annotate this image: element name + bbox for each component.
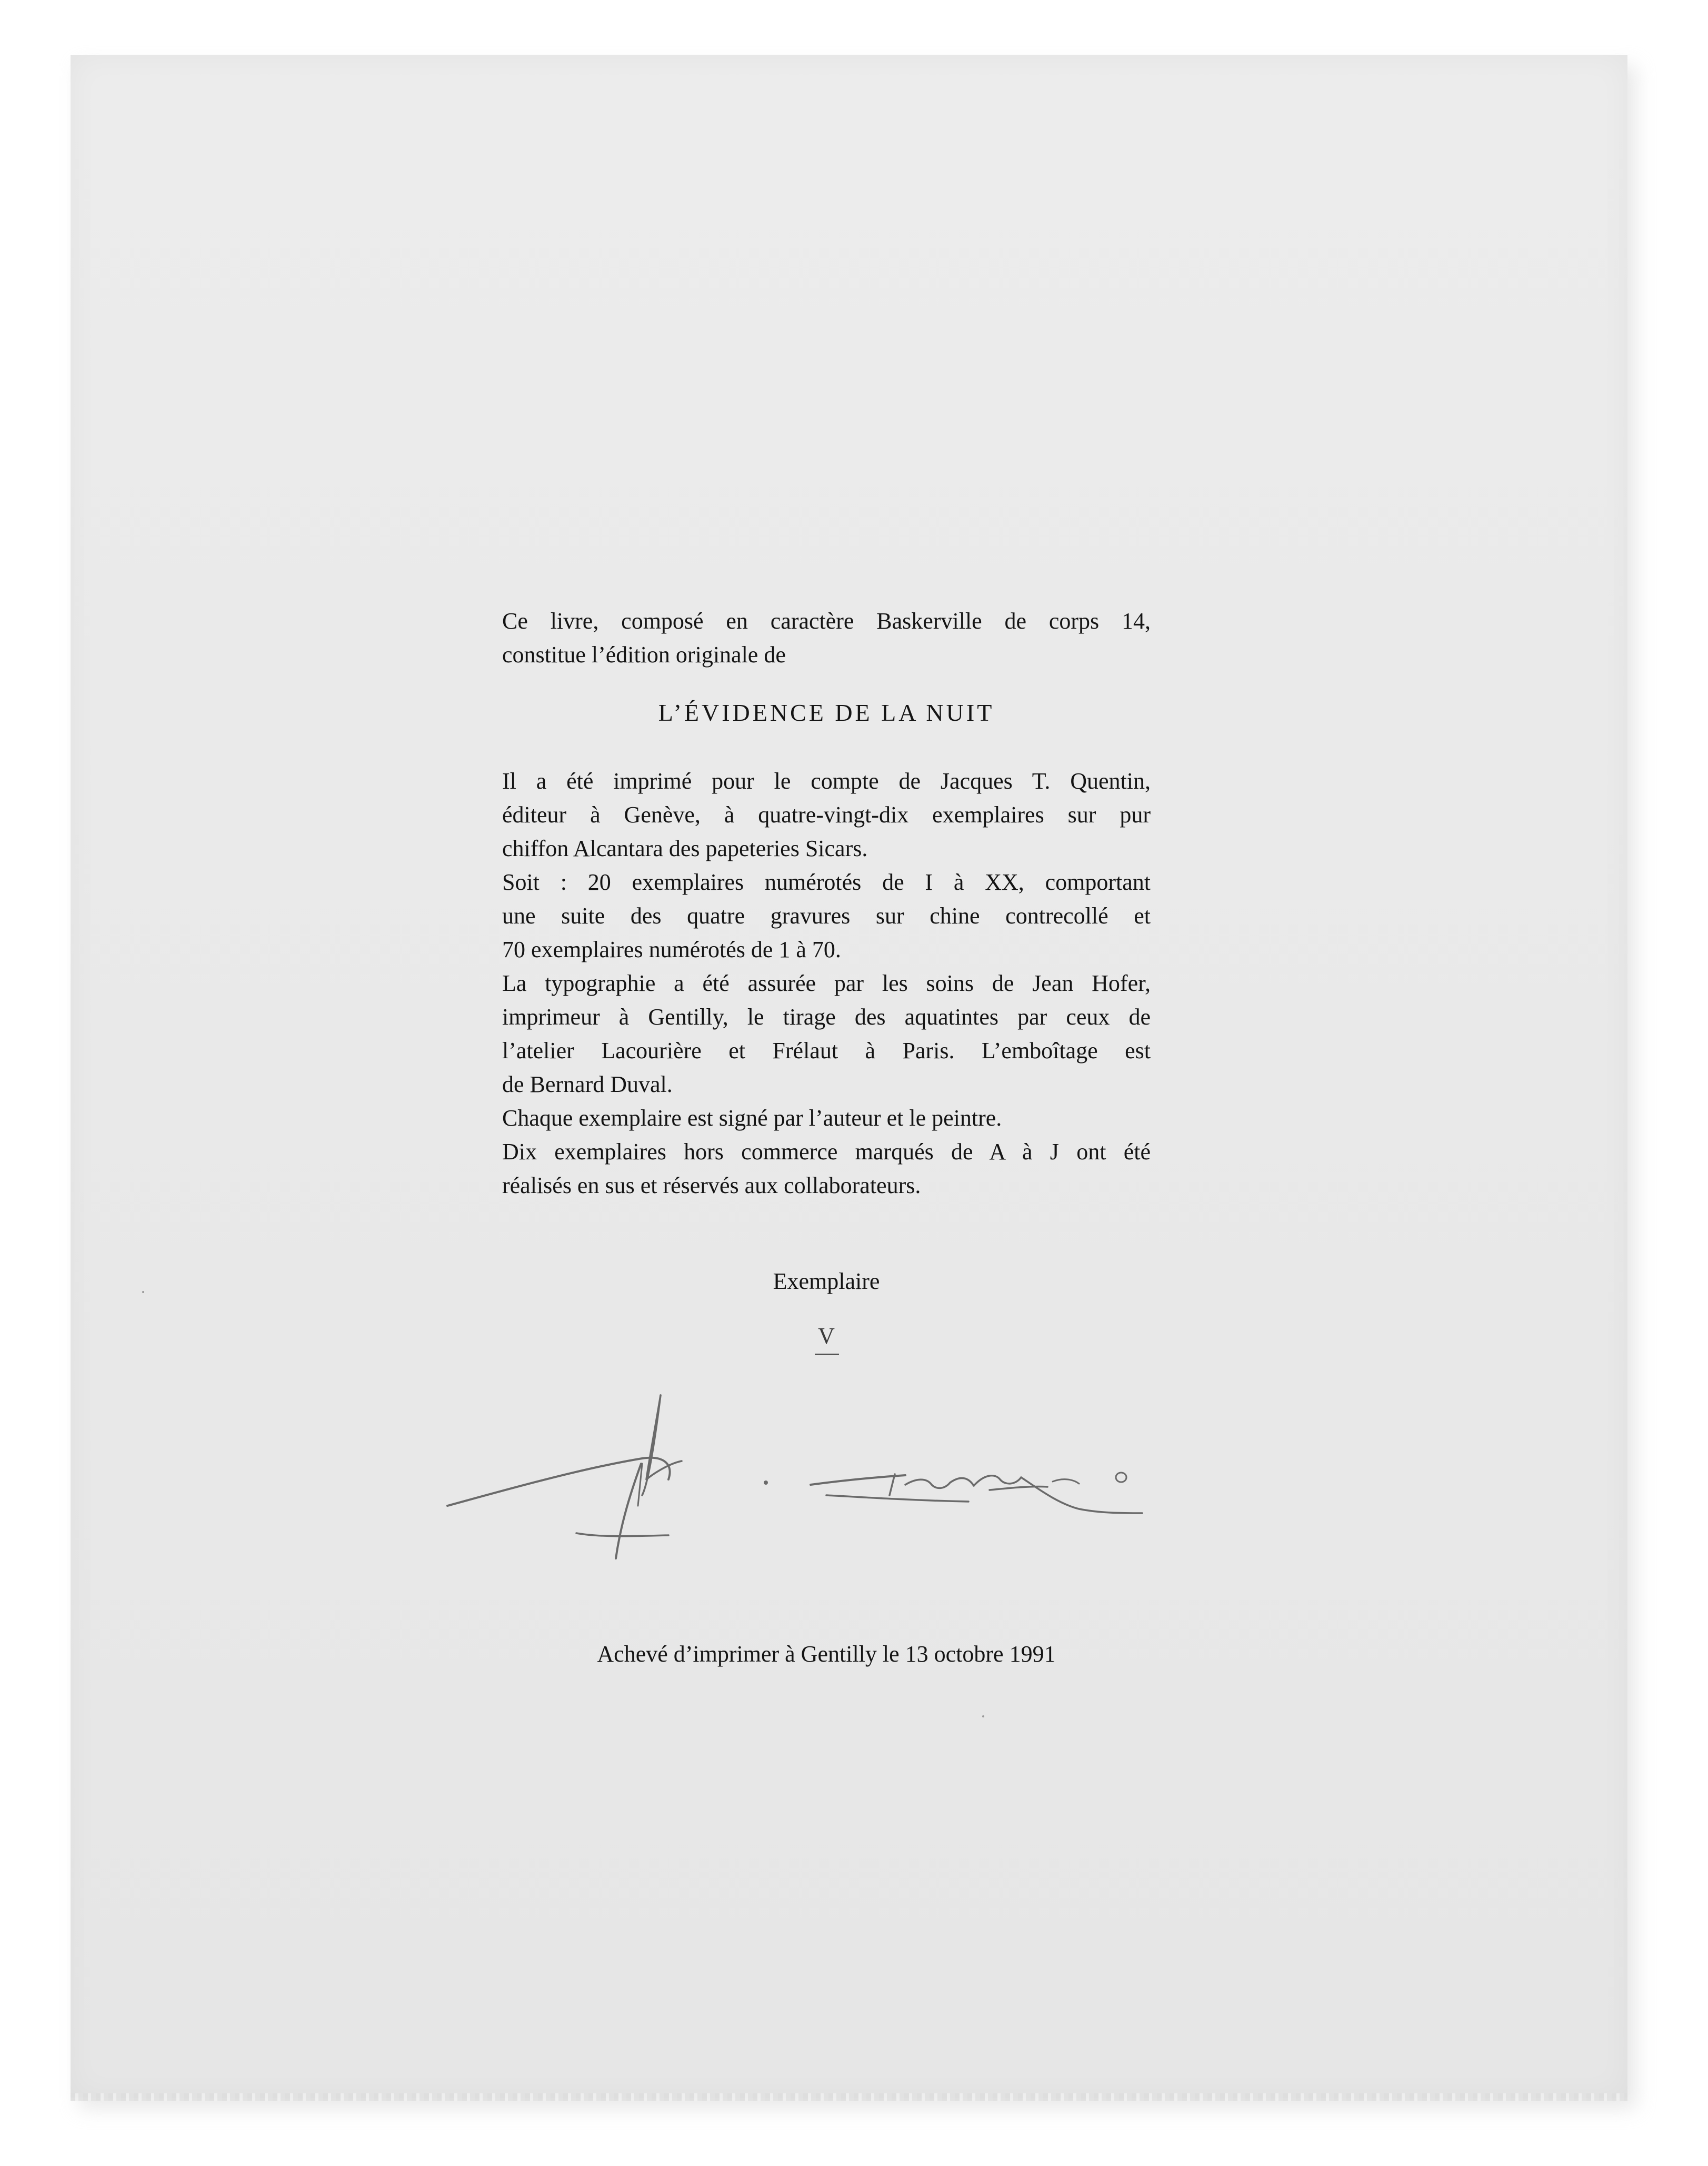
colophon: Achevé d’imprimer à Gentilly le 13 octobre 1991	[597, 1641, 1056, 1667]
intro-line: constitue l’édition originale de	[502, 642, 786, 668]
body-line: imprimeur à Gentilly, le tirage des aquatintes par ceux de	[502, 1004, 1151, 1030]
body-line: chiffon Alcantara des papeteries Sicars.	[502, 836, 868, 861]
exemplaire-number: V	[818, 1323, 835, 1349]
body-line: de Bernard Duval.	[502, 1071, 673, 1097]
intro-paragraph	[502, 604, 1151, 672]
body-line: La typographie a été assurée par les soins de Jean Hofer,	[502, 970, 1151, 996]
pencil-signatures	[442, 1385, 1168, 1585]
body-line: une suite des quatre gravures sur chine contrecollé et	[502, 903, 1151, 929]
body-line: Il a été imprimé pour le compte de Jacques T. Quentin,	[502, 768, 1151, 794]
author-signature	[447, 1395, 768, 1558]
exemplaire-label: Exemplaire	[773, 1268, 880, 1294]
body-line: l’atelier Lacourière et Frélaut à Paris. L’emboîtage est	[502, 1038, 1151, 1064]
justification-text	[502, 764, 1151, 1203]
body-line: Chaque exemplaire est signé par l’auteur et le peintre.	[502, 1105, 1002, 1131]
body-line: réalisés en sus et réservés aux collaborateurs.	[502, 1173, 921, 1198]
intro-line: Ce livre, composé en caractère Baskerville de corps 14,	[502, 608, 1151, 634]
painter-signature	[811, 1473, 1142, 1513]
paper-speck	[982, 1715, 984, 1717]
book-title: L’ÉVIDENCE DE LA NUIT	[658, 699, 995, 726]
body-line: Dix exemplaires hors commerce marqués de A à J ont été	[502, 1139, 1151, 1165]
body-line: éditeur à Genève, à quatre-vingt-dix exemplaires sur pur	[502, 802, 1151, 828]
body-line: 70 exemplaires numérotés de 1 à 70.	[502, 937, 841, 962]
paper-speck	[142, 1291, 144, 1293]
body-line: Soit : 20 exemplaires numérotés de I à XX, comportant	[502, 869, 1151, 895]
exemplaire-number-underline	[815, 1354, 839, 1355]
